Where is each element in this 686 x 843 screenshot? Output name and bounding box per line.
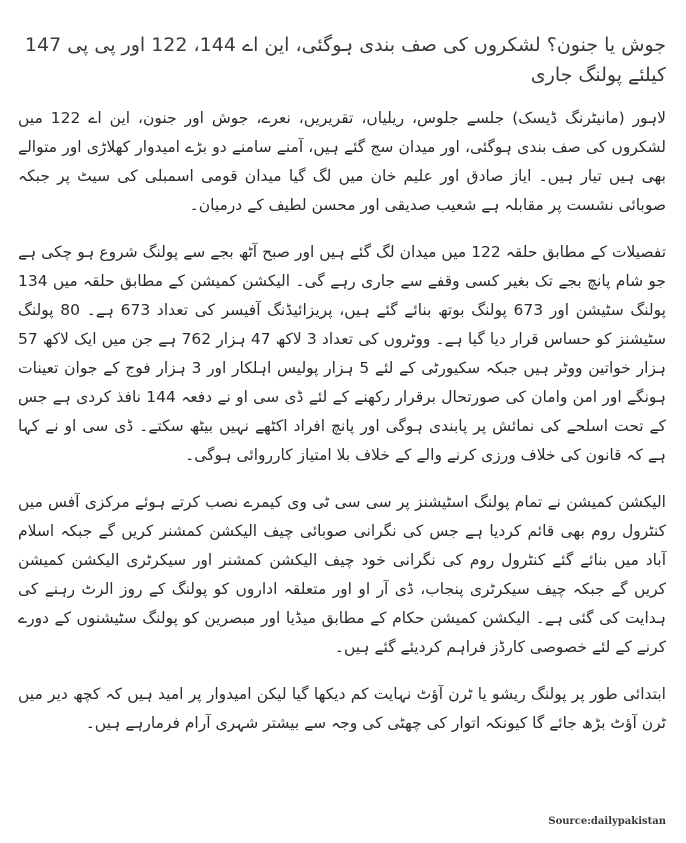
article-paragraph-4: ابتدائی طور پر پولنگ ریشو یا ٹرن آؤٹ نہایت کم دیکھا گیا لیکن امیدوار پر امید ہیں کہ کچھ دیر میں ٹرن آؤٹ بڑھ جائے گا کیونکہ اتوار کی چھٹی کی وجہ سے بیشتر شہری آرام فرمارہے ہیں۔ [18, 685, 666, 732]
source-credit: Source:dailypakistan [548, 816, 666, 827]
article-paragraph-3: الیکشن کمیشن نے تمام پولنگ اسٹیشنز پر سی سی ٹی وی کیمرے نصب کرتے ہوئے مرکزی آفس میں کنٹرول روم بھی قائم کردیا ہے جس کی نگرانی صوبائی چیف الیکشن کمشنر کریں گے جبکہ اسلام آباد میں بنائے گئے کنٹرول روم کی نگرانی خود چیف الیکشن کمشنر اور سیکرٹری الیکشن کمیشن کریں گے جبکہ چیف سیکرٹری پنجاب، ڈی آر او اور متعلقہ اداروں کو پولنگ کے روز الرٹ رہنے کی ہدایت کی گئی ہے۔ الیکشن کمیشن حکام کے مطابق میڈیا اور مبصرین کو پولنگ سٹیشنوں کے دورے کرنے کے لئے خصوصی کارڈز فراہم کردیئے گئے ہیں۔ [18, 493, 666, 656]
article-paragraph-2: تفصیلات کے مطابق حلقہ 122 میں میدان لگ گئے ہیں اور صبح آٹھ بجے سے پولنگ شروع ہو چکی ہے جو شام پانچ بجے تک بغیر کسی وقفے سے جاری رہے گی۔ الیکشن کمیشن کے مطابق حلقہ میں 134 پولنگ سٹیشن اور 673 پولنگ بوتھ بنائے گئے ہیں، پریزائیڈنگ آفیسر کی تعداد 673 ہے۔ 80 پولنگ سٹیشنز کو حساس قرار دیا گیا ہے۔ ووٹروں کی تعداد 3 لاکھ 47 ہزار 762 ہے جن میں ایک لاکھ 57 ہزار خواتین ووٹر ہیں جبکہ سکیورٹی کے لئے 5 ہزار پولیس اہلکار اور 3 ہزار فوج کے جوان تعینات ہونگے اور امن وامان کی صورتحال برقرار رکھنے کے لئے ڈی سی او نے دفعہ 144 نافذ کردی ہے جس کے تحت اسلحے کی نمائش پر پابندی ہوگی اور پانچ افراد اکٹھے نہیں بیٹھ سکتے۔ ڈی سی او نے کہا ہے کہ قانون کی خلاف ورزی کرنے والے کے خلاف بلا امتیاز کارروائی ہوگی۔ [18, 243, 667, 464]
article-headline: جوش یا جنون؟ لشکروں کی صف بندی ہوگئی، این اے 144، 122 اور پی پی 147 کیلئے پولنگ جاری [24, 34, 666, 86]
article-body [18, 104, 666, 738]
article-paragraph-1: لاہور (مانیٹرنگ ڈیسک) جلسے جلوس، ریلیاں، تقریریں، نعرے، جوش اور جنون، این اے 122 میں لشکروں کی صف بندی ہوگئی، اور میدان سج گئے ہیں، آمنے سامنے دو بڑے امیدوار کھلاڑی اور متوالے بھی ہیں تیار ہیں۔ ایاز صادق اور علیم خان میں لگ گیا میدان قومی اسمبلی کی سیٹ پر جبکہ صوبائی نشست پر مقابلہ ہے شعیب صدیقی اور محسن لطیف کے درمیان۔ [18, 109, 666, 214]
